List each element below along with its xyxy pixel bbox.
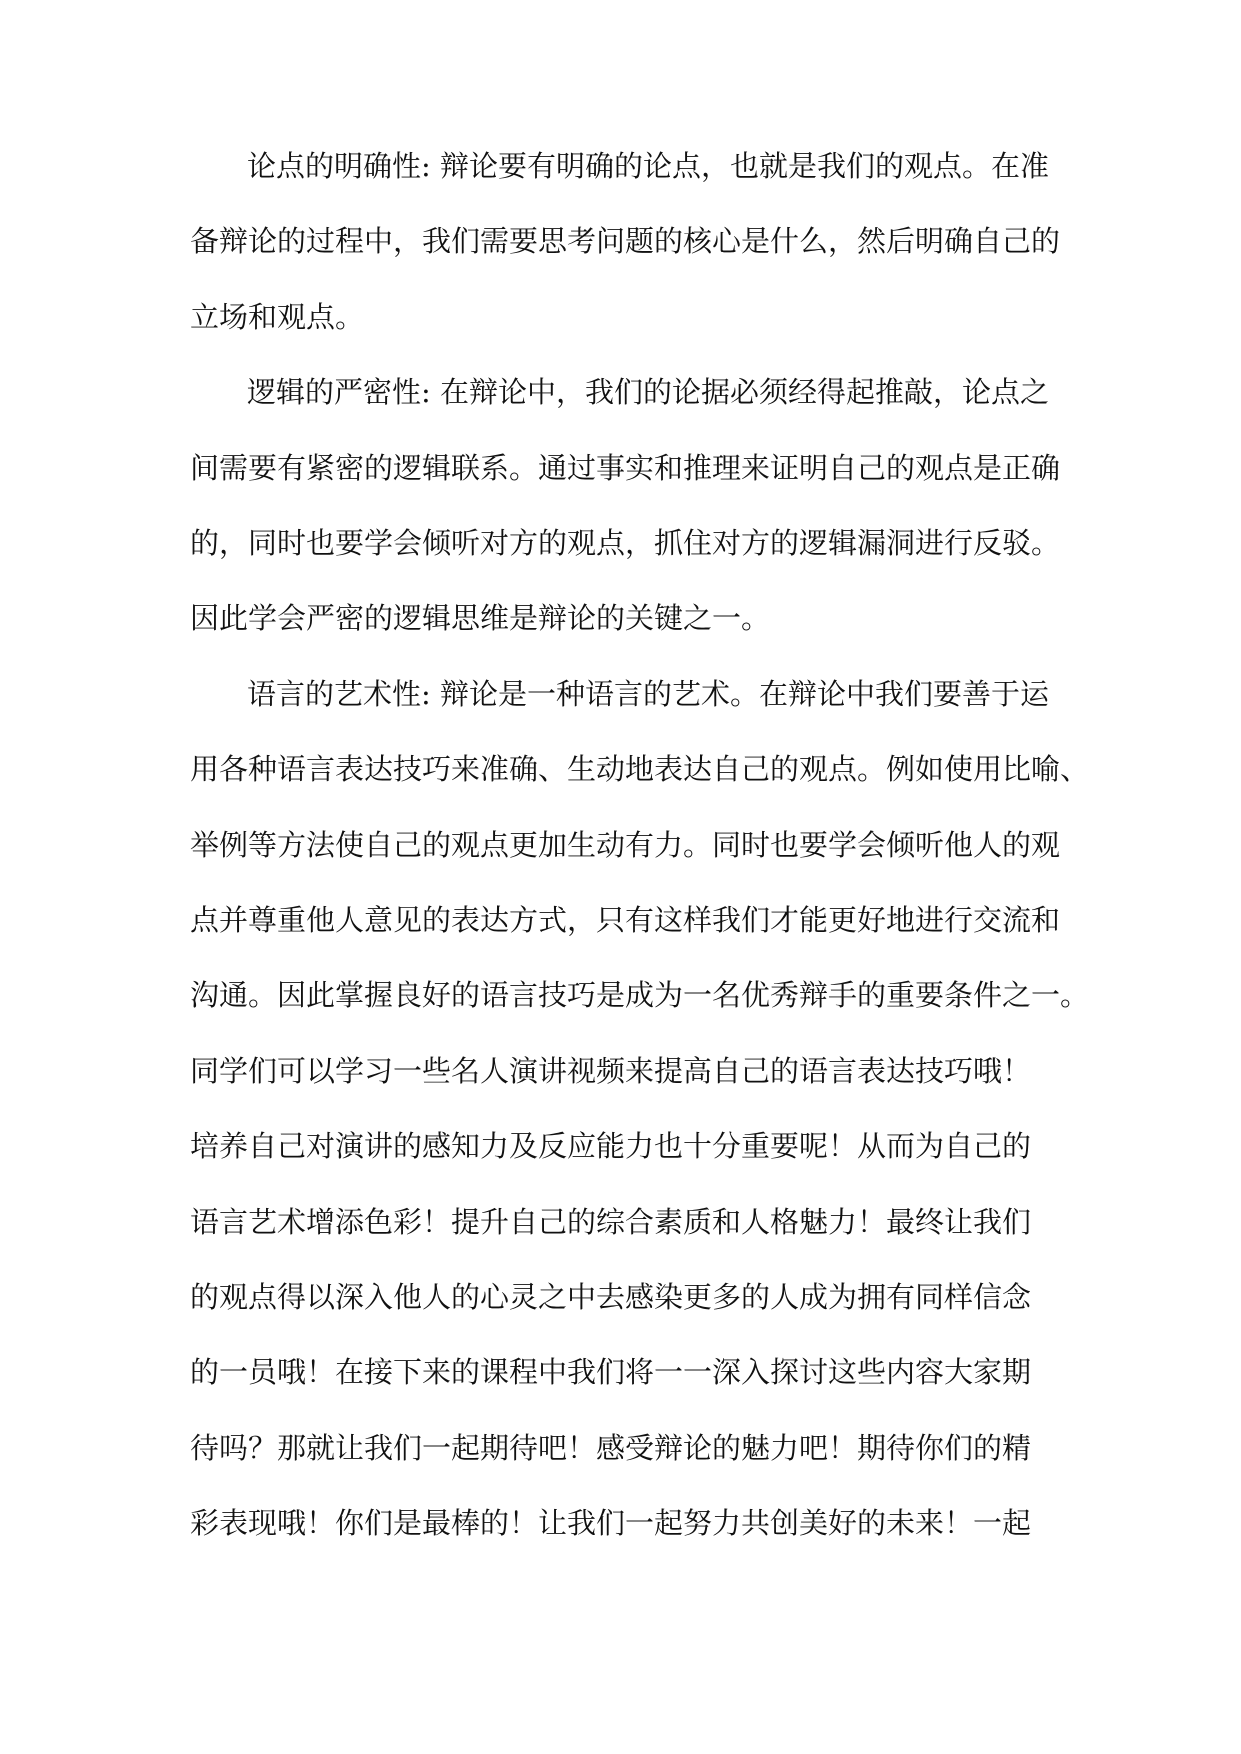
paragraph-3-line-1: 语言的艺术性: 辩论是一种语言的艺术。在辩论中我们要善于运: [247, 677, 1049, 711]
paragraph-1-line-1: 论点的明确性: 辩论要有明确的论点，也就是我们的观点。在准: [247, 149, 1049, 183]
paragraph-2-line-1: 逻辑的严密性: 在辩论中，我们的论据必须经得起推敲，论点之: [247, 375, 1049, 409]
paragraph-3-line-9: 的观点得以深入他人的心灵之中去感染更多的人成为拥有同样信念: [190, 1280, 1032, 1314]
paragraph-2-line-2: 间需要有紧密的逻辑联系。通过事实和推理来证明自己的观点是正确: [190, 451, 1061, 485]
paragraph-3-line-11: 待吗？那就让我们一起期待吧！感受辩论的魅力吧！期待你们的精: [190, 1431, 1032, 1465]
paragraph-3-line-8: 语言艺术增添色彩！提升自己的综合素质和人格魅力！最终让我们: [190, 1205, 1032, 1239]
paragraph-3-line-3: 举例等方法使自己的观点更加生动有力。同时也要学会倾听他人的观: [190, 828, 1061, 862]
paragraph-1-line-2: 备辩论的过程中，我们需要思考问题的核心是什么，然后明确自己的: [190, 224, 1061, 258]
paragraph-3-line-6: 同学们可以学习一些名人演讲视频来提高自己的语言表达技巧哦！: [190, 1054, 1032, 1088]
paragraph-3-line-12: 彩表现哦！你们是最棒的！让我们一起努力共创美好的未来！一起: [190, 1506, 1032, 1540]
paragraph-3-line-5: 沟通。因此掌握良好的语言技巧是成为一名优秀辩手的重要条件之一。: [190, 978, 1090, 1012]
paragraph-1-line-3: 立场和观点。: [190, 300, 365, 334]
paragraph-3-line-2: 用各种语言表达技巧来准确、生动地表达自己的观点。例如使用比喻、: [190, 752, 1090, 786]
paragraph-3-line-10: 的一员哦！在接下来的课程中我们将一一深入探讨这些内容大家期: [190, 1355, 1032, 1389]
paragraph-3-line-4: 点并尊重他人意见的表达方式，只有这样我们才能更好地进行交流和: [190, 903, 1061, 937]
paragraph-2-line-4: 因此学会严密的逻辑思维是辩论的关键之一。: [190, 601, 771, 635]
paragraph-3-line-7: 培养自己对演讲的感知力及反应能力也十分重要呢！从而为自己的: [190, 1129, 1032, 1163]
paragraph-2-line-3: 的，同时也要学会倾听对方的观点，抓住对方的逻辑漏洞进行反驳。: [190, 526, 1061, 560]
